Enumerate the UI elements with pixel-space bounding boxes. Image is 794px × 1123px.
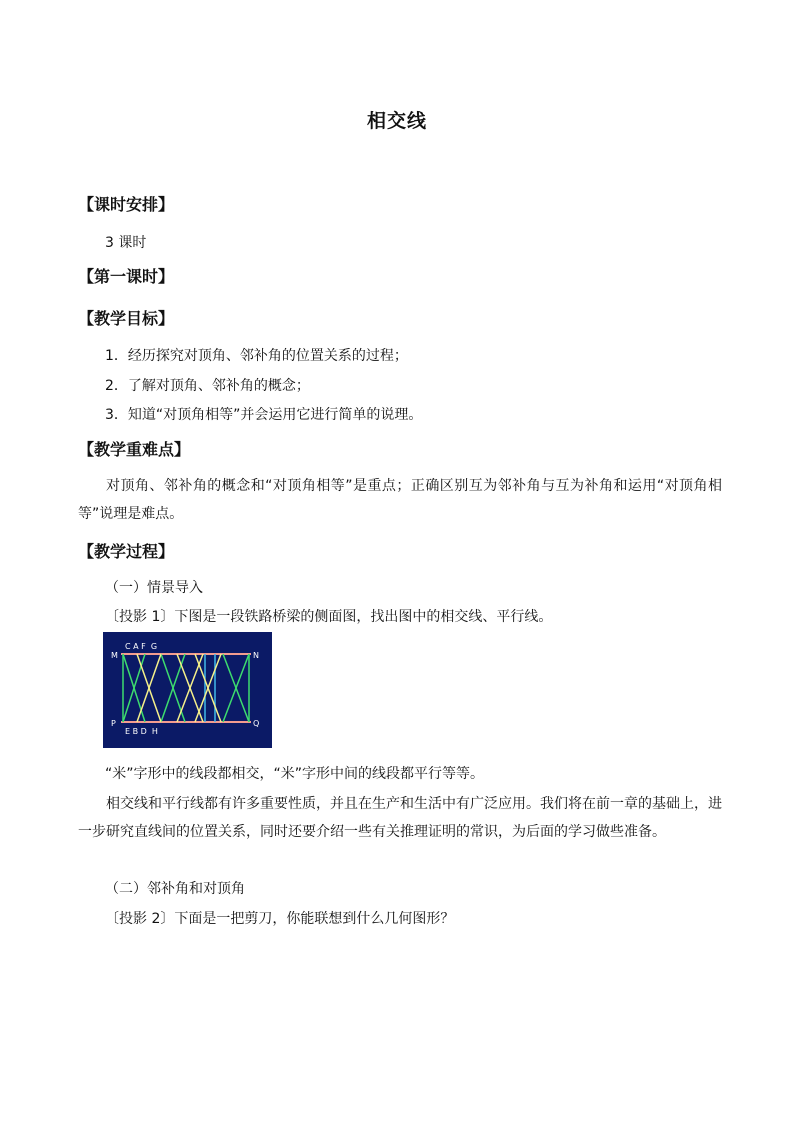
label-bottom-letters: E B D H: [125, 727, 158, 736]
key-points-text: 对顶角、邻补角的概念和“对顶角相等”是重点；正确区别互为邻补角与互为补角和运用“对顶角相等”说理是难点。: [78, 478, 722, 522]
label-top-letters: C A F G: [125, 642, 158, 651]
objective-item-3: 3．知道“对顶角相等”并会运用它进行简单的说理。: [105, 407, 423, 423]
section2-title: （二）邻补角和对顶角: [105, 881, 245, 897]
label-P: P: [111, 719, 116, 728]
objectives-heading: 【教学目标】: [78, 309, 175, 328]
projection2-text: 〔投影 2〕下面是一把剪刀，你能联想到什么几何图形？: [105, 911, 455, 927]
page-title: 相交线: [366, 110, 427, 132]
objective-item-1: 1．经历探究对顶角、邻补角的位置关系的过程；: [105, 348, 408, 364]
schedule-heading: 【课时安排】: [78, 195, 175, 214]
process-heading: 【教学过程】: [78, 542, 175, 561]
figure-answer: “米”字形中的线段都相交，“米”字形中间的线段都平行等等。: [105, 766, 485, 782]
key-points-heading: 【教学重难点】: [78, 440, 191, 459]
label-M: M: [111, 651, 118, 660]
objective-item-2: 2．了解对顶角、邻补角的概念；: [105, 378, 310, 394]
label-Q: Q: [253, 719, 260, 728]
intro-paragraph: 相交线和平行线都有许多重要性质，并且在生产和生活中有广泛应用。我们将在前一章的基础上，进一步研究直线间的位置关系，同时还要介绍一些有关推理证明的常识，为后面的学习做些准备。: [78, 796, 722, 840]
section1-title: （一）情景导入: [105, 580, 203, 596]
railway-bridge-figure: [103, 632, 272, 748]
projection1-text: 〔投影 1〕下图是一段铁路桥梁的侧面图，找出图中的相交线、平行线。: [105, 609, 553, 625]
bridge-diagram: [103, 632, 272, 748]
label-N: N: [253, 651, 259, 660]
schedule-value: 3 课时: [105, 235, 147, 251]
lesson-heading: 【第一课时】: [78, 267, 175, 286]
